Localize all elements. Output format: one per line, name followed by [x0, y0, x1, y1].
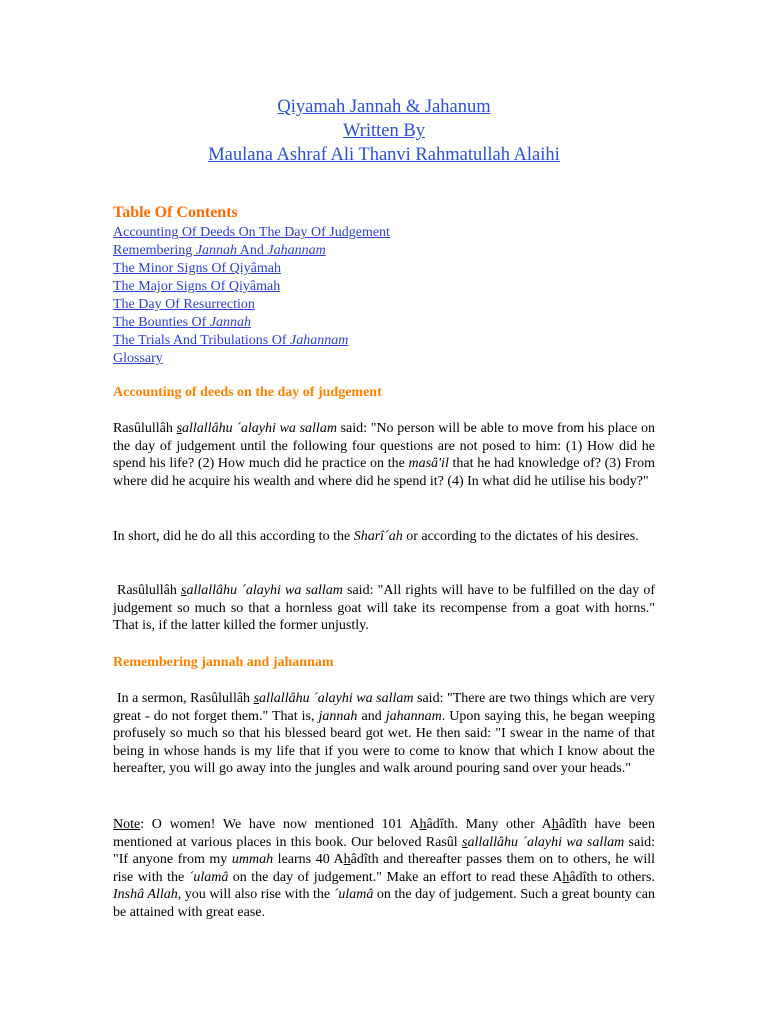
paragraph-accounting-3: Rasûlullâh sallallâhu ´alayhi wa sallam said: "All rights will have to be fulfilled on the day of judgement so much so that a hornless goat will take its recompense from a goat with horns." That is, if the latter killed the former unjustly. [113, 583, 656, 634]
toc-link-bounties[interactable]: The Bounties Of Jannah [113, 315, 252, 330]
paragraph-accounting-2: In short, did he do all this according to the Sharî´ah or according to the dictates of his desires. [113, 529, 639, 544]
toc-link-minor-signs[interactable]: The Minor Signs Of Qiyâmah [113, 261, 281, 276]
paragraph-remembering-1: In a sermon, Rasûlullâh sallallâhu ´alayhi wa sallam said: "There are two things which are very great - do not forget them." That is, jannah and jahannam. Upon saying this, he began weeping profusely so much so that his blessed beard got wet. He then said: "I swear in the name of that being in whose hands is my life that if you were to come to know that which I know about the hereafter, you will go away into the jungles and walk around pouring sand over your heads." [113, 691, 655, 777]
document-header [0, 95, 768, 167]
toc-heading: Table Of Contents [113, 204, 238, 221]
toc-link-trials[interactable]: The Trials And Tribulations Of Jahannam [113, 333, 349, 348]
section-heading-remembering: Remembering jannah and jahannam [113, 655, 334, 670]
toc-link-remembering[interactable]: Remembering Jannah And Jahannam [113, 243, 326, 258]
title-link[interactable]: Qiyamah Jannah & Jahanum [277, 97, 491, 117]
section-heading-accounting: Accounting of deeds on the day of judgement [113, 385, 382, 400]
toc-link-resurrection[interactable]: The Day Of Resurrection [113, 297, 255, 312]
paragraph-accounting-1: Rasûlullâh sallallâhu ´alayhi wa sallam said: "No person will be able to move from his place on the day of judgement until the following four questions are not posed to him: (1) How did he spend his life? (2) How much did he practice on the masâ'il that he had knowledge of? (3) From where did he acquire his wealth and where did he spend it? (4) In what did he utilise his body?" [113, 421, 656, 489]
toc-link-major-signs[interactable]: The Major Signs Of Qiyâmah [113, 279, 281, 294]
toc-link-accounting[interactable]: Accounting Of Deeds On The Day Of Judgement [113, 225, 390, 240]
author-link[interactable]: Maulana Ashraf Ali Thanvi Rahmatullah Alaihi [208, 145, 560, 165]
written-by-link[interactable]: Written By [343, 121, 425, 141]
toc-link-glossary[interactable]: Glossary [113, 351, 163, 366]
table-of-contents [113, 224, 390, 368]
paragraph-note: Note: O women! We have now mentioned 101 Ahâdîth. Many other Ahâdîth have been mentioned at various places in this book. Our beloved Rasûl sallallâhu ´alayhi wa sallam said: "If anyone from my ummah learns 40 Ahâdîth and thereafter passes them on to others, he will rise with the ´ulamâ on the day of judgement." Make an effort to read these Ahâdîth to others. Inshâ Allah, you will also rise with the ´ulamâ on the day of judgement. Such a great bounty can be attained with great ease. [113, 817, 655, 920]
